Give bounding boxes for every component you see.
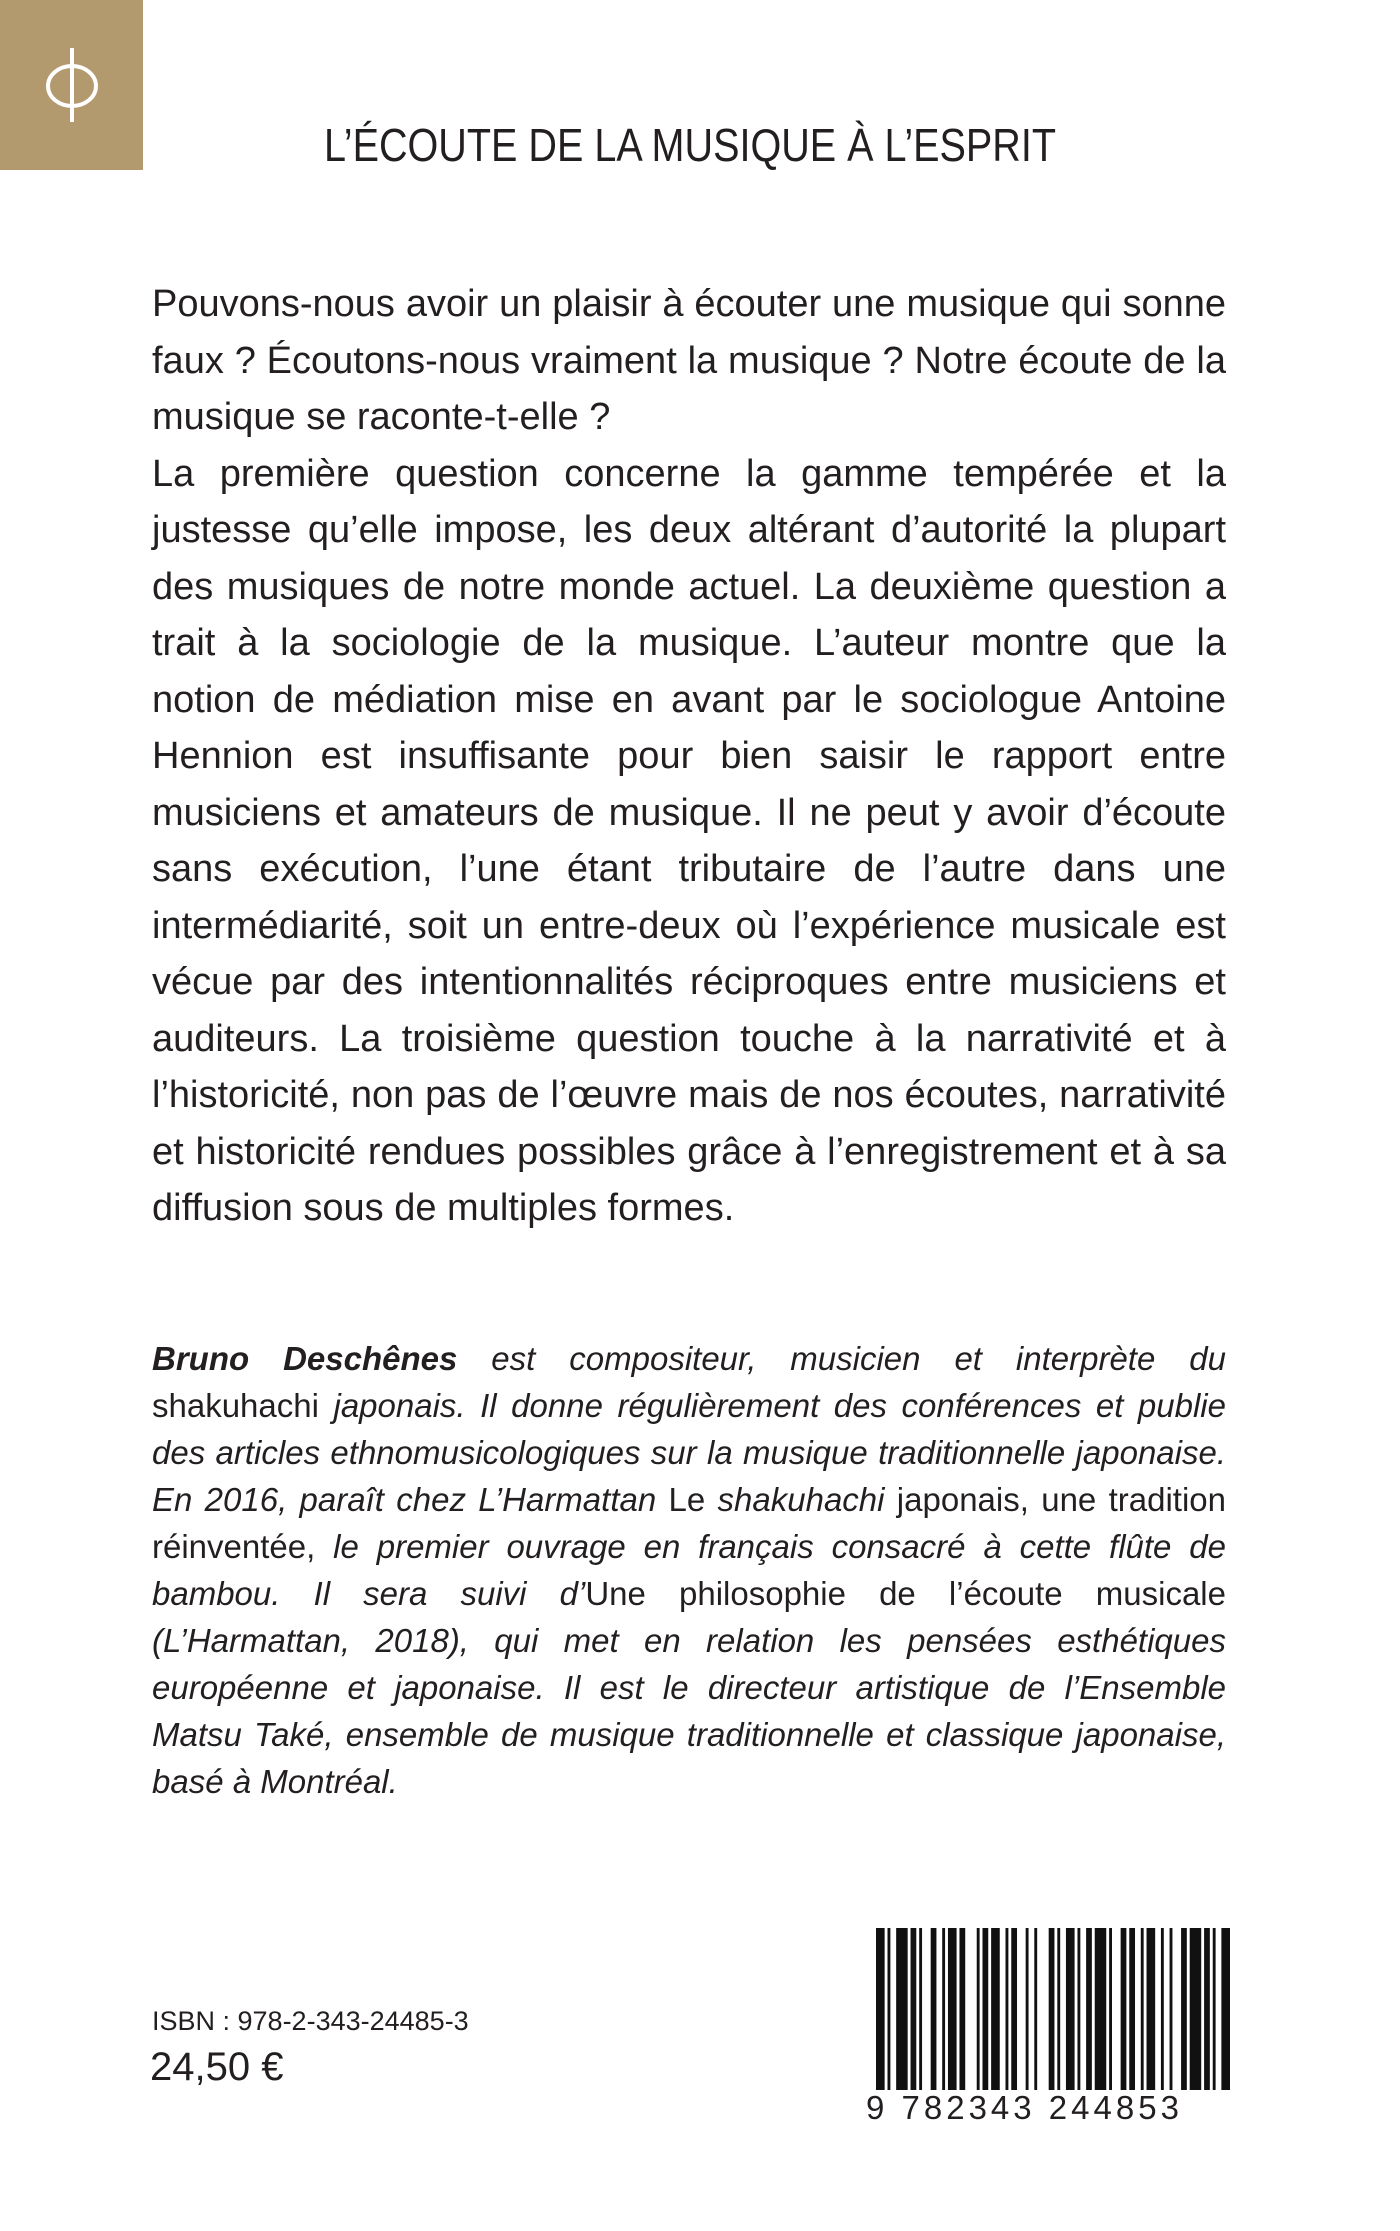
author-bio — [152, 1335, 1226, 1805]
bio-upright-5: Une philosophie de l’écoute musicale — [585, 1575, 1226, 1612]
summary-paragraph-1: Pouvons-nous avoir un plaisir à écouter une musique qui sonne faux ? Écoutons-nous vraiment la musique ? Notre écoute de la musique se raconte-t-elle ? — [152, 283, 1226, 438]
bio-text-2: japonais. Il donne régulièrement des conférences et publie des articles ethnomusicologiques sur la musique traditionnelle japonaise. En 2016, paraît chez L’Harmattan — [152, 1387, 1226, 1518]
bio-text-4: le premier ouvrage en français consacré à cette flûte de bambou. Il sera suivi d’ — [152, 1528, 1226, 1612]
barcode-digits: 9 782343 244853 — [866, 2090, 1236, 2126]
bio-upright-3: japonais, — [896, 1481, 1029, 1518]
author-name: Bruno Deschênes — [152, 1340, 458, 1377]
bio-upright-2: Le — [668, 1481, 706, 1518]
book-title: L’ÉCOUTE DE LA MUSIQUE À L’ESPRIT — [323, 119, 1057, 171]
phi-logo-icon — [37, 40, 107, 130]
book-summary — [152, 276, 1226, 1237]
bio-text-3: shakuhachi — [705, 1481, 897, 1518]
summary-paragraph-2: La première question concerne la gamme tempérée et la justesse qu’elle impose, les deux altérant d’autorité la plupart des musiques de notre monde actuel. La deuxième question a trait à la sociologie de la musique. L’auteur montre que la notion de médiation mise en avant par le sociologue Antoine Hennion est insuffisante pour bien saisir le rapport entre musiciens et amateurs de musique. Il ne peut y avoir d’écoute sans exécution, l’une étant tributaire de l’autre dans une intermédiarité, soit un entre-deux où l’expérience musicale est vécue par des intentionnalités réciproques entre musiciens et auditeurs. La troisième question touche à la narrativité et à l’historicité, non pas de l’œuvre mais de nos écoutes, narrativité et historicité rendues possibles grâce à l’enregistrement et à sa diffusion sous de multiples formes. — [152, 452, 1226, 1229]
bio-text-5: (L’Harmattan, 2018), qui met en relation les pensées esthétiques européenne et japonaise. Il est le directeur artistique de l’Ensemble Matsu Také, ensemble de musique traditionnelle et classique japonaise, basé à Montréal. — [152, 1622, 1226, 1800]
bio-text-1: est compositeur, musicien et interprète du — [457, 1340, 1226, 1377]
bio-upright-4: une tradition réinventée, — [152, 1481, 1226, 1565]
bio-upright-1: shakuhachi — [152, 1387, 319, 1424]
price: 24,50 € — [150, 2045, 284, 2089]
isbn: ISBN : 978-2-343-24485-3 — [152, 2006, 469, 2036]
